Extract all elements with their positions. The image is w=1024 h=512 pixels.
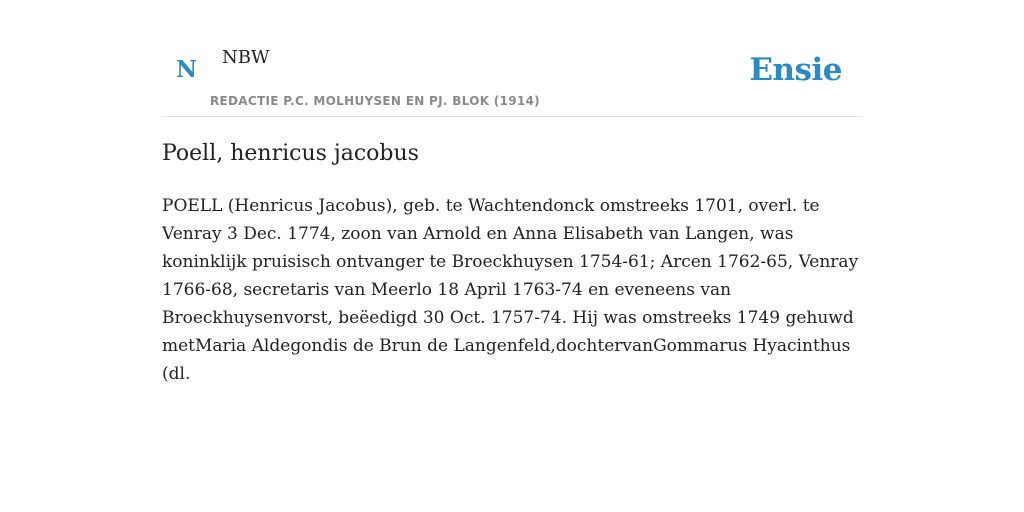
source-header: [162, 0, 862, 117]
article-title: Poell, henricus jacobus: [162, 141, 419, 166]
source-subtitle: REDACTIE P.C. MOLHUYSEN EN PJ. BLOK (1914): [210, 94, 540, 108]
source-name[interactable]: NBW: [222, 47, 270, 68]
article-body: POELL (Henricus Jacobus), geb. te Wachtendonck omstreeks 1701, overl. te Venray 3 Dec. 1774, zoon van Arnold en Anna Elisabeth van Langen, was koninklijk pruisisch ontvanger te Broeckhuysen 1754-61; Arcen 1762-65, Venray 1766-68, secretaris van Meerlo 18 April 1763-74 en eveneens van Broeckhuysenvorst, beëedigd 30 Oct. 1757-74. Hij was omstreeks 1749 gehuwd metMaria Aldegondis de Brun de Langenfeld,dochtervanGommarus Hyacinthus (dl.: [162, 196, 859, 384]
source-logo[interactable]: N: [176, 56, 198, 83]
brand-logo[interactable]: Ensie: [749, 52, 842, 88]
